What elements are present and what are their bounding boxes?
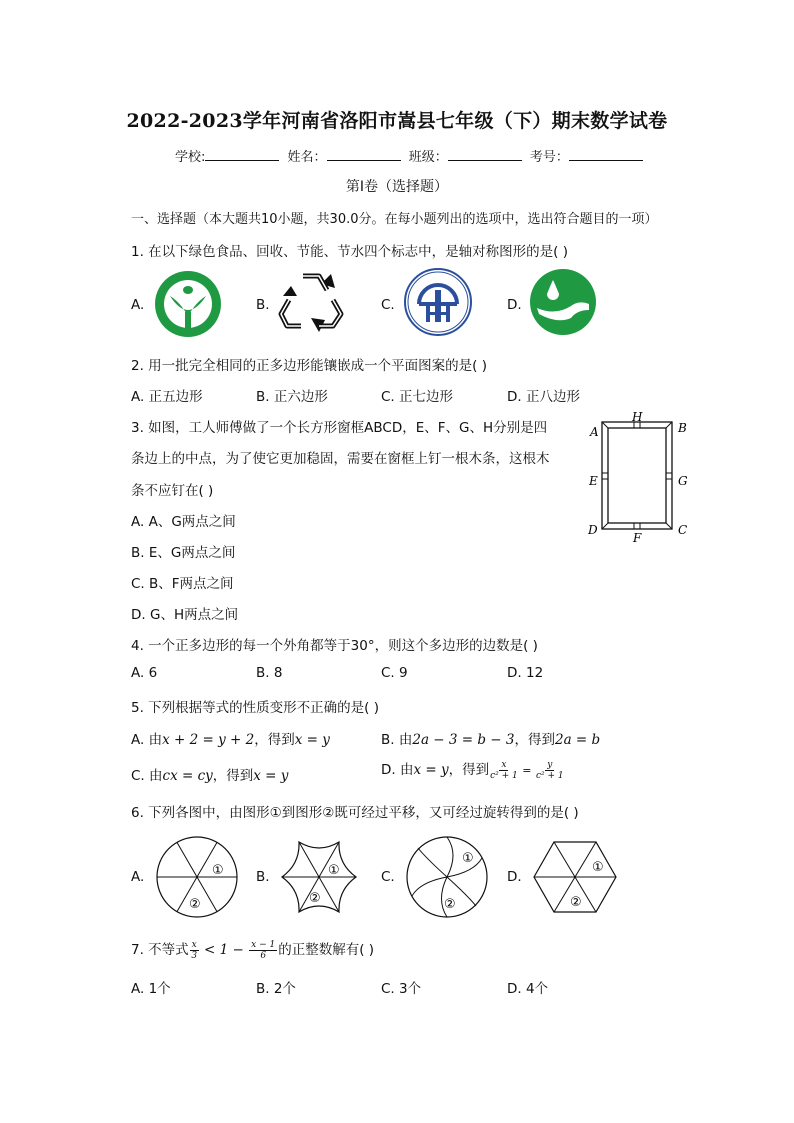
page-title: 2022-2023学年河南省洛阳市嵩县七年级（下）期末数学试卷 (126, 110, 668, 132)
q7-option-d[interactable]: D. 4个 (507, 981, 549, 997)
q5-d-middle: ，得到 (448, 762, 490, 778)
q5-c-prefix: C. 由 (131, 768, 163, 784)
q5-c-equation2: x = y (253, 768, 289, 784)
q2-option-d[interactable]: D. 正八边形 (507, 389, 580, 405)
q5-a-prefix: A. 由 (131, 732, 163, 748)
q1-option-d[interactable]: D. (507, 297, 522, 313)
q5-a-equation2: x = y (294, 732, 330, 748)
fraction-denominator: 3 (191, 950, 198, 961)
fraction-denominator: c² + 1 (490, 770, 518, 781)
q5-a-middle: ，得到 (254, 732, 295, 748)
shape-1-mark: ① (462, 851, 474, 866)
q5-option-a[interactable] (131, 728, 330, 748)
q4-option-a[interactable]: A. 6 (131, 665, 158, 681)
green-food-logo-icon (150, 268, 230, 338)
q5-stem: 5. 下列根据等式的性质变形不正确的是( ) (131, 700, 379, 716)
q4-option-b[interactable]: B. 8 (256, 665, 283, 681)
class-label: 班级： (408, 150, 448, 165)
label-c: C (678, 523, 688, 537)
q5-option-c[interactable] (131, 764, 288, 784)
q4-option-c[interactable]: C. 9 (381, 665, 408, 681)
q5-b-prefix: B. 由 (381, 732, 413, 748)
q7-prefix: 7. 不等式 (131, 942, 189, 958)
q6-figure-b (276, 834, 362, 920)
q5-a-equation1: x + 2 = y + 2 (162, 732, 255, 748)
number-blank[interactable] (569, 148, 643, 161)
q6-figure-a (154, 834, 240, 920)
student-info-line (175, 146, 647, 165)
q7-option-c[interactable]: C. 3个 (381, 981, 422, 997)
q3-stem-line1: 3. 如图，工人师傅做了一个长方形窗框ABCD，E、F、G、H分别是四 (131, 420, 548, 436)
q6-figure-c (404, 834, 490, 920)
fraction-numerator: y (547, 759, 553, 770)
q5-d-fraction-x (490, 760, 518, 781)
q5-d-prefix: D. 由 (381, 762, 414, 778)
fraction-numerator: x (191, 939, 197, 950)
shape-2-mark: ② (444, 897, 456, 912)
label-f: F (633, 531, 642, 542)
q6-figure-d (530, 834, 620, 920)
fraction-numerator: x (501, 759, 507, 770)
q7-option-a[interactable]: A. 1个 (131, 981, 171, 997)
q2-option-c[interactable]: C. 正七边形 (381, 389, 454, 405)
label-e: E (589, 474, 598, 488)
school-blank[interactable] (205, 148, 279, 161)
q6-option-b[interactable]: B. (256, 869, 270, 885)
q6-option-a[interactable]: A. (131, 869, 145, 885)
q7-middle: < 1 − (199, 942, 249, 958)
q7-suffix: 的正整数解有( ) (278, 942, 375, 958)
q1-stem: 1. 在以下绿色食品、回收、节能、节水四个标志中，是轴对称图形的是( ) (131, 244, 568, 260)
q7-option-b[interactable]: B. 2个 (256, 981, 296, 997)
q3-option-c[interactable]: C. B、F两点之间 (131, 576, 234, 592)
q5-option-d[interactable] (381, 758, 565, 781)
fraction-numerator: x − 1 (251, 939, 276, 950)
label-g: G (678, 474, 688, 488)
fraction-denominator: c² + 1 (535, 770, 564, 781)
q5-d-equals: = (518, 764, 535, 777)
q6-option-d[interactable]: D. (507, 869, 522, 885)
q4-stem: 4. 一个正多边形的每一个外角都等于30°，则这个多边形的边数是( ) (131, 638, 538, 654)
q3-stem-line3: 条不应钉在( ) (131, 483, 214, 499)
recycle-logo-icon (275, 266, 347, 336)
name-label: 姓名： (287, 150, 327, 165)
shape-1-mark: ① (328, 863, 340, 878)
shape-2-mark: ② (189, 897, 201, 912)
q3-option-b[interactable]: B. E、G两点之间 (131, 545, 236, 561)
q1-option-a[interactable]: A. (131, 297, 145, 313)
shape-2-mark: ② (570, 895, 582, 910)
q2-option-b[interactable]: B. 正六边形 (256, 389, 328, 405)
q7-fraction-1 (190, 940, 199, 961)
number-label: 考号： (529, 150, 569, 165)
q1-option-b[interactable]: B. (256, 297, 270, 313)
q6-stem: 6. 下列各图中，由图形①到图形②既可经过平移，又可经过旋转得到的是( ) (131, 805, 579, 821)
q3-option-a[interactable]: A. A、G两点之间 (131, 514, 236, 530)
label-d: D (588, 523, 598, 537)
part-instructions: 一、选择题（本大题共10小题，共30.0分。在每小题列出的选项中，选出符合题目的一项） (131, 212, 658, 227)
q6-option-c[interactable]: C. (381, 869, 395, 885)
q2-option-a[interactable]: A. 正五边形 (131, 389, 203, 405)
label-b: B (678, 421, 687, 435)
q5-option-b[interactable] (381, 728, 600, 748)
energy-saving-logo-icon (402, 266, 474, 338)
q5-b-equation2: 2a = b (555, 732, 601, 748)
q4-option-d[interactable]: D. 12 (507, 665, 544, 681)
q7-fraction-2 (249, 940, 277, 961)
label-h: H (632, 412, 643, 424)
section-heading: 第I卷（选择题） (345, 179, 449, 195)
school-label: 学校: (175, 150, 206, 165)
name-blank[interactable] (327, 148, 401, 161)
shape-1-mark: ① (212, 863, 224, 878)
shape-1-mark: ① (592, 860, 604, 875)
window-frame-diagram (586, 412, 696, 542)
q5-d-equation1: x = y (413, 762, 449, 778)
q2-stem: 2. 用一批完全相同的正多边形能镶嵌成一个平面图案的是( ) (131, 358, 487, 374)
q3-option-d[interactable]: D. G、H两点之间 (131, 607, 239, 623)
q1-option-c[interactable]: C. (381, 297, 395, 313)
q3-stem-line2: 条边上的中点，为了使它更加稳固，需要在窗框上钉一根木条，这根木 (131, 451, 550, 467)
class-blank[interactable] (448, 148, 522, 161)
q5-c-middle: ，得到 (212, 768, 254, 784)
q5-b-equation1: 2a − 3 = b − 3 (412, 732, 515, 748)
q7-stem (131, 938, 374, 961)
label-a: A (590, 425, 599, 439)
q5-d-fraction-y (536, 760, 564, 781)
q5-b-middle: ，得到 (514, 732, 555, 748)
shape-2-mark: ② (309, 891, 321, 906)
fraction-denominator: 6 (260, 950, 267, 961)
q5-c-equation1: cx = cy (162, 768, 213, 784)
water-saving-logo-icon (527, 266, 599, 338)
